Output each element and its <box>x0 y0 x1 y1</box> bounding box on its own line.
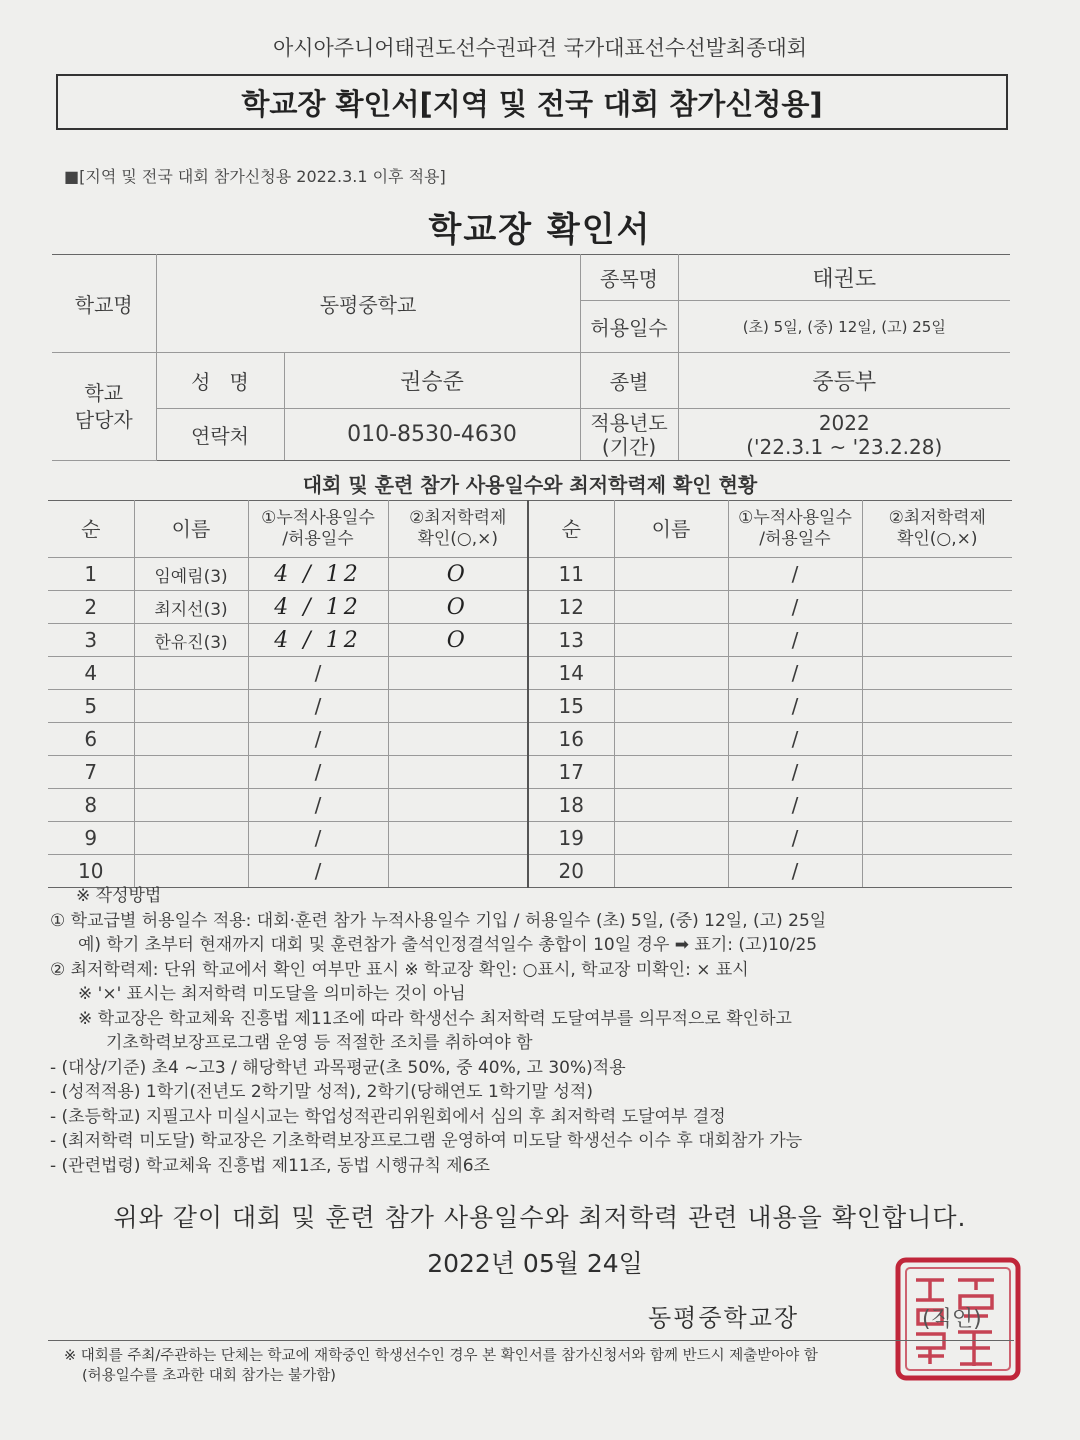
cell-no: 5 <box>48 690 134 723</box>
cell-no: 16 <box>528 723 614 756</box>
cell-no: 11 <box>528 558 614 591</box>
instruction-line: - (대상/기준) 초4 ~고3 / 해당학년 과목평균(초 50%, 중 40%, 고 30%)적용 <box>50 1057 626 1078</box>
cell-name: 임예림(3) <box>134 558 248 591</box>
cell-no: 12 <box>528 591 614 624</box>
cell-days: / <box>728 822 862 855</box>
cell-check <box>862 855 1012 888</box>
status-table <box>48 500 1012 888</box>
cell-no: 2 <box>48 591 134 624</box>
table-row <box>48 855 1012 888</box>
cell-no: 20 <box>528 855 614 888</box>
school-name-label: 학교명 <box>52 255 156 353</box>
principal-signature-line: 동평중학교장 <box>648 1304 800 1332</box>
cell-name <box>134 657 248 690</box>
instruction-line: ① 학교급별 허용일수 적용: 대회·훈련 참가 누적사용일수 기입 / 허용일수 (초) 5일, (중) 12일, (고) 25일 <box>50 910 827 931</box>
cell-no: 14 <box>528 657 614 690</box>
cell-check <box>862 657 1012 690</box>
col-name-header: 이름 <box>134 501 248 558</box>
confirmation-statement: 위와 같이 대회 및 훈련 참가 사용일수와 최저학력 관련 내용을 확인합니다. <box>113 1203 967 1232</box>
cell-days: / <box>248 690 388 723</box>
instruction-line: ※ 학교장은 학교체육 진흥법 제11조에 따라 학생선수 최저학력 도달여부를 의무적으로 확인하고 <box>78 1008 792 1029</box>
cell-check <box>862 624 1012 657</box>
instruction-line: 기초학력보장프로그램 운영 등 적절한 조치를 취하여야 함 <box>106 1033 533 1053</box>
cell-name <box>614 591 728 624</box>
cell-no: 17 <box>528 756 614 789</box>
phone-label: 연락처 <box>156 409 284 461</box>
col-check-header: ②최저학력제 확인(○,×) <box>862 501 1012 558</box>
cell-days: / <box>728 789 862 822</box>
cell-days: / <box>728 756 862 789</box>
name-label: 성 명 <box>156 353 284 409</box>
cell-days: / <box>728 591 862 624</box>
cell-no: 8 <box>48 789 134 822</box>
table-row <box>48 624 1012 657</box>
division-value: 중등부 <box>678 353 1010 409</box>
event-title: 아시아주니어태권도선수권파견 국가대표선수선발최종대회 <box>272 36 808 60</box>
cell-no: 1 <box>48 558 134 591</box>
phone-value: 010-8530-4630 <box>284 409 580 461</box>
cell-name <box>614 789 728 822</box>
cell-no: 7 <box>48 756 134 789</box>
document-box-title <box>56 74 1008 130</box>
cell-name <box>134 723 248 756</box>
table-row <box>48 756 1012 789</box>
table-row <box>48 558 1012 591</box>
col-days-header: ①누적사용일수 /허용일수 <box>248 501 388 558</box>
cell-no: 13 <box>528 624 614 657</box>
cell-check: O <box>388 558 528 591</box>
cell-days: / <box>728 657 862 690</box>
cell-days: / <box>248 756 388 789</box>
allowed-days-value: (초) 5일, (중) 12일, (고) 25일 <box>678 301 1010 353</box>
footer-divider <box>48 1340 1014 1341</box>
cell-name <box>134 789 248 822</box>
box-title-text: 학교장 확인서[지역 및 전국 대회 참가신청용] <box>241 86 823 121</box>
instruction-line: ② 최저학력제: 단위 학교에서 확인 여부만 표시 ※ 학교장 확인: ○표시, 학교장 미확인: × 표시 <box>50 959 749 980</box>
cell-name <box>614 624 728 657</box>
footer-line-1: ※ 대회를 주최/주관하는 단체는 학교에 재학중인 학생선수인 경우 본 확인서를 참가신청서와 함께 반드시 제출받아야 함 <box>64 1348 818 1364</box>
table-row <box>48 591 1012 624</box>
footer-note <box>64 1346 1024 1386</box>
cell-check <box>862 690 1012 723</box>
cell-days: / <box>728 690 862 723</box>
table-row <box>48 723 1012 756</box>
cell-name <box>614 756 728 789</box>
cell-name <box>614 822 728 855</box>
cell-name <box>134 756 248 789</box>
cell-no: 19 <box>528 822 614 855</box>
table-row <box>48 822 1012 855</box>
col-days-header: ①누적사용일수 /허용일수 <box>728 501 862 558</box>
cell-no: 6 <box>48 723 134 756</box>
col-name-header: 이름 <box>614 501 728 558</box>
issue-date: 2022년 05월 24일 <box>427 1249 643 1278</box>
col-check-header: ②최저학력제 확인(○,×) <box>388 501 528 558</box>
year-label: 적용년도 (기간) <box>580 409 678 461</box>
col-no-header: 순 <box>48 501 134 558</box>
cell-check <box>388 723 528 756</box>
instructions <box>50 884 1040 1178</box>
instruction-line: - (초등학교) 지필고사 미실시교는 학업성적관리위원회에서 심의 후 최저학력 도달여부 결정 <box>50 1106 726 1127</box>
cell-check <box>388 756 528 789</box>
cell-days: / <box>728 558 862 591</box>
cell-check <box>388 690 528 723</box>
instruction-line: 예) 학기 초부터 현재까지 대회 및 훈련참가 출석인정결석일수 총합이 10일 경우 ➡ 표기: (고)10/25 <box>78 935 818 955</box>
cell-name <box>614 657 728 690</box>
footer-line-2: (허용일수를 초과한 대회 참가는 불가함) <box>82 1368 336 1384</box>
contact-person-label: 학교 담당자 <box>52 353 156 461</box>
cell-check <box>862 558 1012 591</box>
cell-check <box>862 756 1012 789</box>
cell-check <box>862 822 1012 855</box>
application-note: ■[지역 및 전국 대회 참가신청용 2022.3.1 이후 적용] <box>64 167 446 186</box>
cell-no: 3 <box>48 624 134 657</box>
instruction-line: - (관련법령) 학교체육 진흥법 제11조, 동법 시행규칙 제6조 <box>50 1155 490 1176</box>
cell-days: / <box>728 723 862 756</box>
instructions-title: ※ 작성방법 <box>76 886 162 906</box>
cell-check <box>388 822 528 855</box>
allowed-days-label: 허용일수 <box>580 301 678 353</box>
school-info-table <box>52 254 1010 461</box>
table-row <box>48 657 1012 690</box>
cell-name <box>614 558 728 591</box>
table-row <box>48 690 1012 723</box>
seal-mark-text: (직인) <box>922 1307 982 1332</box>
cell-name: 한유진(3) <box>134 624 248 657</box>
cell-name <box>134 822 248 855</box>
cell-no: 18 <box>528 789 614 822</box>
cell-name <box>614 723 728 756</box>
cell-no: 9 <box>48 822 134 855</box>
cell-days: / <box>728 855 862 888</box>
cell-name <box>614 690 728 723</box>
cell-days: / <box>248 723 388 756</box>
instruction-line: - (최저학력 미도달) 학교장은 기초학력보장프로그램 운영하여 미도달 학생선수 이수 후 대회참가 가능 <box>50 1131 803 1151</box>
sport-label: 종목명 <box>580 255 678 301</box>
name-value: 권승준 <box>284 353 580 409</box>
cell-days: / <box>248 789 388 822</box>
cell-name: 최지선(3) <box>134 591 248 624</box>
cell-days: 4 / 12 <box>248 591 388 624</box>
cell-days: / <box>248 822 388 855</box>
cell-name <box>134 690 248 723</box>
cell-days: / <box>248 855 388 888</box>
instruction-line: ※ '×' 표시는 최저학력 미도달을 의미하는 것이 아님 <box>78 984 466 1004</box>
col-no-header: 순 <box>528 501 614 558</box>
cell-check <box>388 855 528 888</box>
division-label: 종별 <box>580 353 678 409</box>
cell-check <box>388 657 528 690</box>
status-heading: 대회 및 훈련 참가 사용일수와 최저학력제 확인 현황 <box>302 473 758 497</box>
cell-days: / <box>728 624 862 657</box>
cell-name <box>614 855 728 888</box>
cell-no: 10 <box>48 855 134 888</box>
sport-value: 태권도 <box>678 255 1010 301</box>
cell-days: / <box>248 657 388 690</box>
cell-days: 4 / 12 <box>248 624 388 657</box>
cell-check <box>862 591 1012 624</box>
cell-days: 4 / 12 <box>248 558 388 591</box>
instruction-line: - (성적적용) 1학기(전년도 2학기말 성적), 2학기(당해연도 1학기말 성적) <box>50 1082 593 1102</box>
cell-check: O <box>388 591 528 624</box>
school-name-value: 동평중학교 <box>156 255 580 353</box>
cell-no: 15 <box>528 690 614 723</box>
cell-check <box>862 723 1012 756</box>
year-value: 2022 ('22.3.1 ~ '23.2.28) <box>678 409 1010 461</box>
cell-check <box>862 789 1012 822</box>
cell-check <box>388 789 528 822</box>
cell-check: O <box>388 624 528 657</box>
document-title: 학교장 확인서 <box>428 210 652 250</box>
cell-no: 4 <box>48 657 134 690</box>
cell-name <box>134 855 248 888</box>
table-row <box>48 789 1012 822</box>
